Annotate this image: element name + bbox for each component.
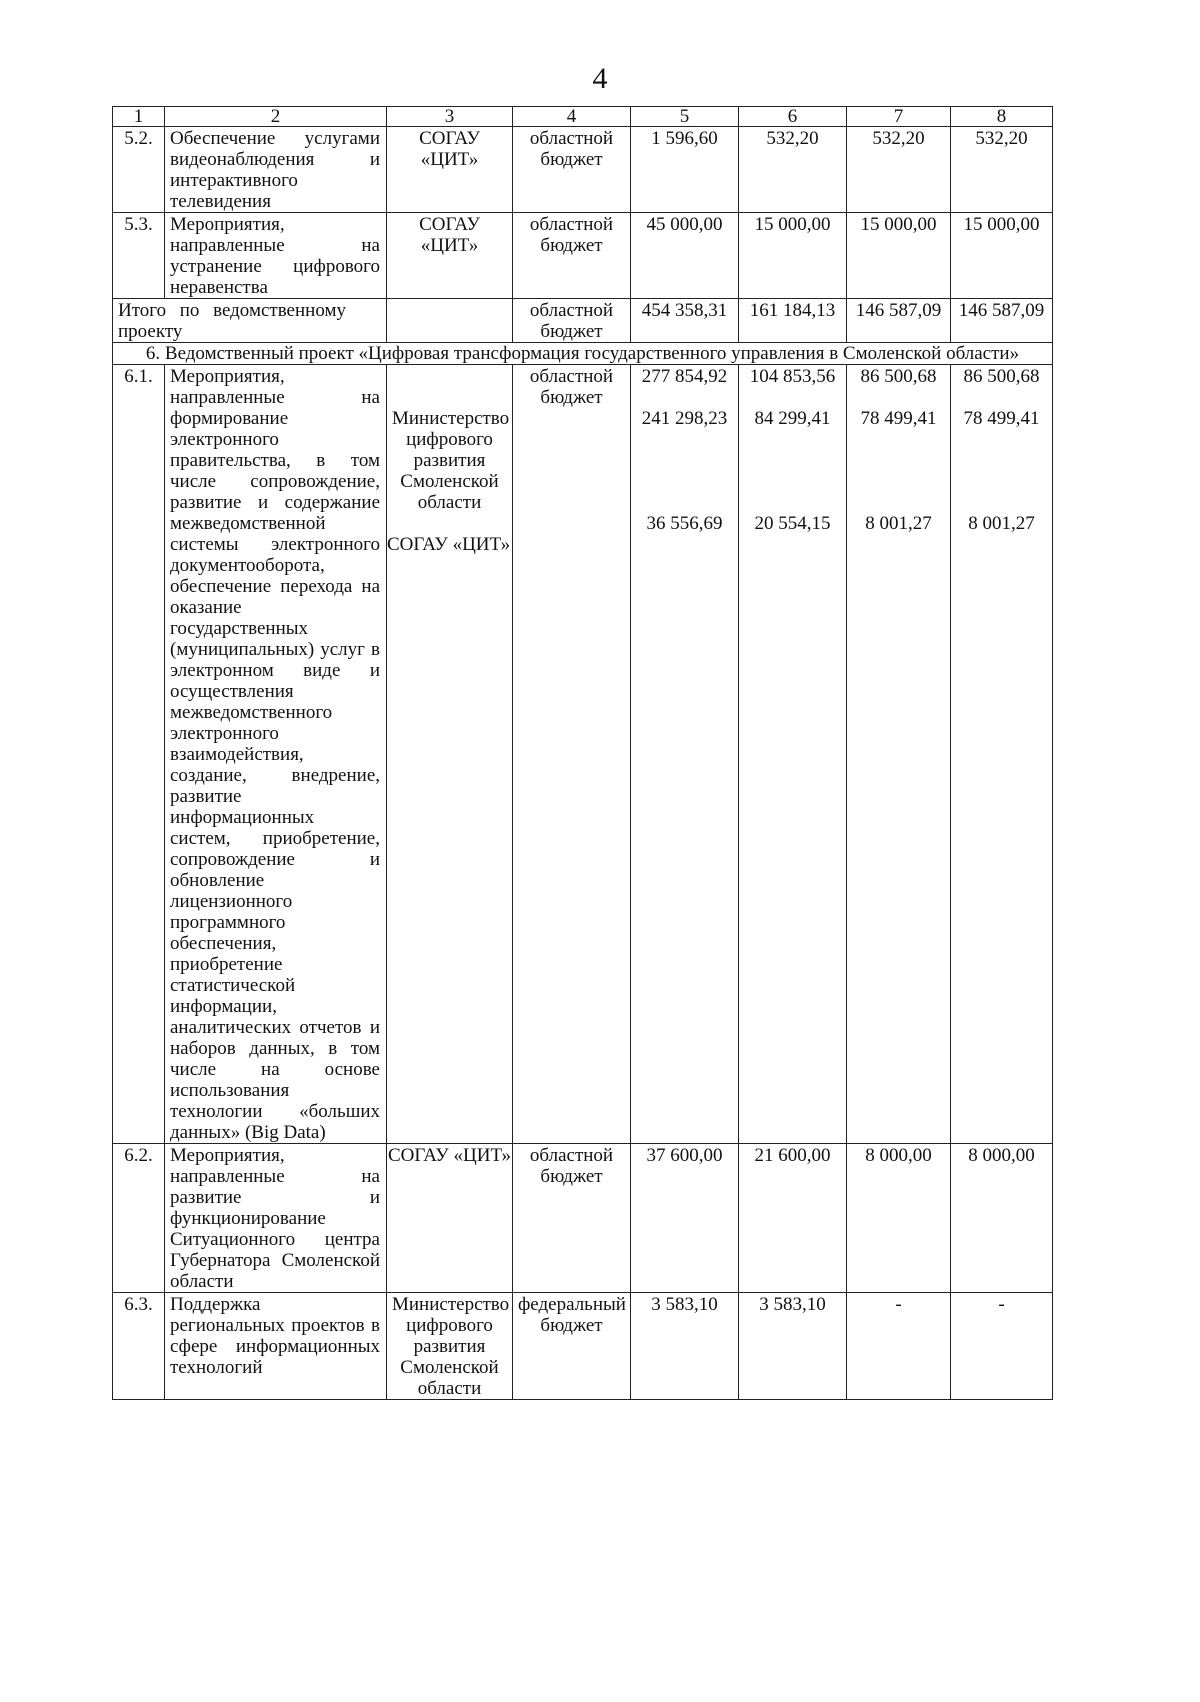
amount-year-1: 15 000,00 — [739, 213, 847, 299]
amount-year-3: 532,20 — [951, 127, 1053, 213]
row-number: 5.3. — [113, 213, 165, 299]
table-row — [113, 1144, 1053, 1293]
column-header: 4 — [513, 107, 631, 127]
amount-year-1: 3 583,10 — [739, 1293, 847, 1400]
row-number: 6.1. — [113, 365, 165, 1144]
measure-name: Мероприятия, направленные на устранение цифрового неравенства — [165, 213, 387, 299]
column-header: 7 — [847, 107, 951, 127]
total-row — [113, 299, 1053, 343]
column-header: 8 — [951, 107, 1053, 127]
column-number-row — [113, 107, 1053, 127]
measure-name: Поддержка региональных проектов в сфере информационных технологий — [165, 1293, 387, 1400]
row-number: 6.3. — [113, 1293, 165, 1400]
executor-cit: СОГАУ «ЦИТ» — [387, 534, 511, 555]
executor: СОГАУ «ЦИТ» — [387, 1144, 513, 1293]
row-number: 5.2. — [113, 127, 165, 213]
amount-total: 454 358,31 — [631, 299, 739, 343]
table-row — [113, 365, 1053, 1144]
amount-year-2: 15 000,00 — [847, 213, 951, 299]
amount-year-2: 146 587,09 — [847, 299, 951, 343]
column-header: 5 — [631, 107, 739, 127]
amount-total: 45 000,00 — [631, 213, 739, 299]
measure-name: Мероприятия, направленные на развитие и функционирование Ситуационного центра Губернатора Смоленской области — [165, 1144, 387, 1293]
amount-total: 3 583,10 — [631, 1293, 739, 1400]
amount-year-2: 532,20 — [847, 127, 951, 213]
table-row — [113, 1293, 1053, 1400]
amount-year-3: 8 000,00 — [951, 1144, 1053, 1293]
section-heading-row — [113, 343, 1053, 365]
amount-year-2: 86 500,68 78 499,41 8 001,27 — [847, 365, 951, 1144]
amount-year-2: 8 000,00 — [847, 1144, 951, 1293]
amount-year-1: 104 853,56 84 299,41 20 554,15 — [739, 365, 847, 1144]
funding-source: областной бюджет — [513, 127, 631, 213]
measure-name: Обеспечение услугами видеонаблюдения и интерактивного телевидения — [165, 127, 387, 213]
executor: СОГАУ «ЦИТ» — [387, 127, 513, 213]
amount-year-2: - — [847, 1293, 951, 1400]
funding-source: областной бюджет — [513, 1144, 631, 1293]
amount-total: 37 600,00 — [631, 1144, 739, 1293]
page-number: 4 — [592, 62, 608, 95]
executor: Министерство цифрового развития Смоленской области СОГАУ «ЦИТ» — [387, 365, 513, 1144]
amount-year-3: 15 000,00 — [951, 213, 1053, 299]
amount-year-1: 532,20 — [739, 127, 847, 213]
table-row — [113, 127, 1053, 213]
amount-year-1: 161 184,13 — [739, 299, 847, 343]
row-number: 6.2. — [113, 1144, 165, 1293]
column-header: 1 — [113, 107, 165, 127]
executor — [387, 299, 513, 343]
amount-total: 277 854,92 241 298,23 36 556,69 — [631, 365, 739, 1144]
amount-year-1: 21 600,00 — [739, 1144, 847, 1293]
amount-year-3: - — [951, 1293, 1053, 1400]
funding-source: областной бюджет — [513, 299, 631, 343]
amount-year-3: 146 587,09 — [951, 299, 1053, 343]
column-header: 2 — [165, 107, 387, 127]
section-title: 6. Ведомственный проект «Цифровая трансформация государственного управления в Смоленской области» — [113, 343, 1053, 365]
column-header: 6 — [739, 107, 847, 127]
column-header: 3 — [387, 107, 513, 127]
funding-source: областной бюджет — [513, 365, 631, 1144]
executor: СОГАУ «ЦИТ» — [387, 213, 513, 299]
amount-year-3: 86 500,68 78 499,41 8 001,27 — [951, 365, 1053, 1144]
funding-source: федеральный бюджет — [513, 1293, 631, 1400]
executor: Министерство цифрового развития Смоленской области — [387, 1293, 513, 1400]
funding-source: областной бюджет — [513, 213, 631, 299]
measure-name: Мероприятия, направленные на формирование электронного правительства, в том числе сопровождение, развитие и содержание межведомственной системы электронного документооборота, обеспечение перехода на оказание государственных (муниципальных) услуг в электронном виде и осуществления межведомственного электронного взаимодействия, создание, внедрение, развитие информационных систем, приобретение, сопровождение и обновление лицензионного программного обеспечения, приобретение статистической информации, аналитических отчетов и наборов данных, в том числе на основе использования технологии «больших данных» (Big Data) — [165, 365, 387, 1144]
budget-table — [112, 106, 1053, 1400]
table-row — [113, 213, 1053, 299]
amount-total: 1 596,60 — [631, 127, 739, 213]
total-label: Итого по ведомственному проекту — [113, 299, 387, 343]
